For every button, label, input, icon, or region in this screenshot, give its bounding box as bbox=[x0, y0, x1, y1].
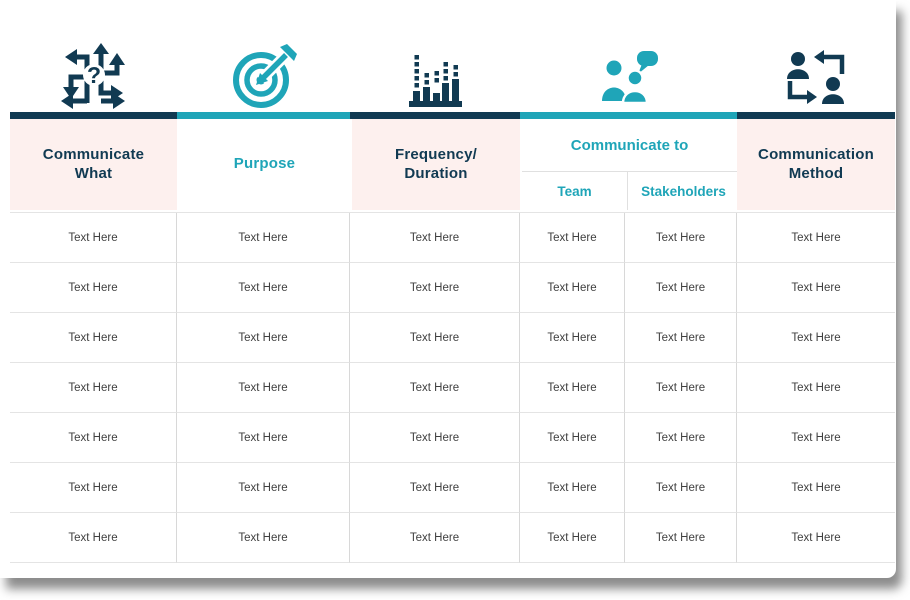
table-cell: Text Here bbox=[520, 413, 625, 463]
target-dart-icon bbox=[231, 43, 297, 109]
accent-bar-communicate-to bbox=[520, 112, 737, 119]
table-cell: Text Here bbox=[177, 213, 350, 263]
table-row bbox=[10, 313, 895, 363]
subcolumn-header-team bbox=[522, 172, 627, 210]
accent-bar-purpose bbox=[177, 112, 350, 119]
table-cell: Text Here bbox=[177, 313, 350, 363]
communication-plan-table bbox=[10, 0, 895, 563]
table-row bbox=[10, 413, 895, 463]
table-cell: Text Here bbox=[177, 263, 350, 313]
table-cell: Text Here bbox=[737, 363, 895, 413]
table-header bbox=[10, 119, 895, 210]
table-cell: Text Here bbox=[177, 513, 350, 563]
table-cell: Text Here bbox=[10, 313, 177, 363]
subcolumn-label: Team bbox=[557, 183, 592, 199]
table-cell: Text Here bbox=[350, 263, 520, 313]
table-cell: Text Here bbox=[10, 413, 177, 463]
bar-chart-icon bbox=[405, 47, 465, 109]
table-cell: Text Here bbox=[10, 513, 177, 563]
subcolumn-header-stakeholders bbox=[627, 172, 739, 210]
column-header-communicate-to bbox=[522, 119, 737, 172]
header-accent-bars bbox=[10, 112, 895, 119]
table-cell: Text Here bbox=[520, 363, 625, 413]
table-row bbox=[10, 213, 895, 263]
column-header-label: Communication Method bbox=[758, 145, 874, 182]
column-header-frequency-duration bbox=[350, 119, 520, 210]
table-cell: Text Here bbox=[737, 263, 895, 313]
table-cell: Text Here bbox=[737, 463, 895, 513]
table-row bbox=[10, 513, 895, 563]
table-cell: Text Here bbox=[625, 313, 737, 363]
table-cell: Text Here bbox=[520, 313, 625, 363]
table-cell: Text Here bbox=[625, 263, 737, 313]
table-row bbox=[10, 263, 895, 313]
table-cell: Text Here bbox=[520, 263, 625, 313]
column-header-communicate-what bbox=[10, 119, 177, 210]
table-cell: Text Here bbox=[520, 513, 625, 563]
people-exchange-icon bbox=[784, 47, 848, 109]
table-cell: Text Here bbox=[625, 213, 737, 263]
svg-text:?: ? bbox=[86, 62, 101, 88]
table-row bbox=[10, 363, 895, 413]
table-cell: Text Here bbox=[177, 463, 350, 513]
accent-bar-frequency bbox=[350, 112, 520, 119]
subcolumn-label: Stakeholders bbox=[641, 183, 726, 199]
table-cell: Text Here bbox=[10, 363, 177, 413]
column-header-purpose bbox=[177, 119, 350, 210]
table-cell: Text Here bbox=[520, 463, 625, 513]
column-header-communicate-to-group bbox=[520, 119, 737, 210]
table-cell: Text Here bbox=[177, 413, 350, 463]
people-discussion-icon bbox=[597, 47, 661, 109]
column-header-label: Frequency/ Duration bbox=[394, 145, 478, 182]
table-body bbox=[10, 212, 895, 563]
subcolumn-headers bbox=[522, 172, 737, 210]
table-cell: Text Here bbox=[737, 213, 895, 263]
table-cell: Text Here bbox=[737, 513, 895, 563]
table-cell: Text Here bbox=[350, 363, 520, 413]
table-cell: Text Here bbox=[350, 313, 520, 363]
accent-bar-communicate-what bbox=[10, 112, 177, 119]
icon-strip bbox=[10, 0, 895, 112]
column-header-label: Communicate What bbox=[42, 145, 145, 182]
table-cell: Text Here bbox=[10, 463, 177, 513]
table-row bbox=[10, 463, 895, 513]
table-cell: Text Here bbox=[10, 213, 177, 263]
table-cell: Text Here bbox=[625, 413, 737, 463]
table-cell: Text Here bbox=[350, 213, 520, 263]
table-cell: Text Here bbox=[350, 463, 520, 513]
table-cell: Text Here bbox=[625, 463, 737, 513]
table-cell: Text Here bbox=[177, 363, 350, 413]
table-cell: Text Here bbox=[737, 313, 895, 363]
column-header-label: Purpose bbox=[233, 155, 296, 173]
table-cell: Text Here bbox=[10, 263, 177, 313]
table-cell: Text Here bbox=[520, 213, 625, 263]
table-cell: Text Here bbox=[625, 513, 737, 563]
accent-bar-method bbox=[737, 112, 895, 119]
column-header-communication-method bbox=[737, 119, 895, 210]
decision-arrows-icon bbox=[57, 43, 131, 109]
column-header-label: Communicate to bbox=[570, 136, 689, 154]
table-cell: Text Here bbox=[350, 413, 520, 463]
table-cell: Text Here bbox=[350, 513, 520, 563]
table-cell: Text Here bbox=[737, 413, 895, 463]
table-cell: Text Here bbox=[625, 363, 737, 413]
